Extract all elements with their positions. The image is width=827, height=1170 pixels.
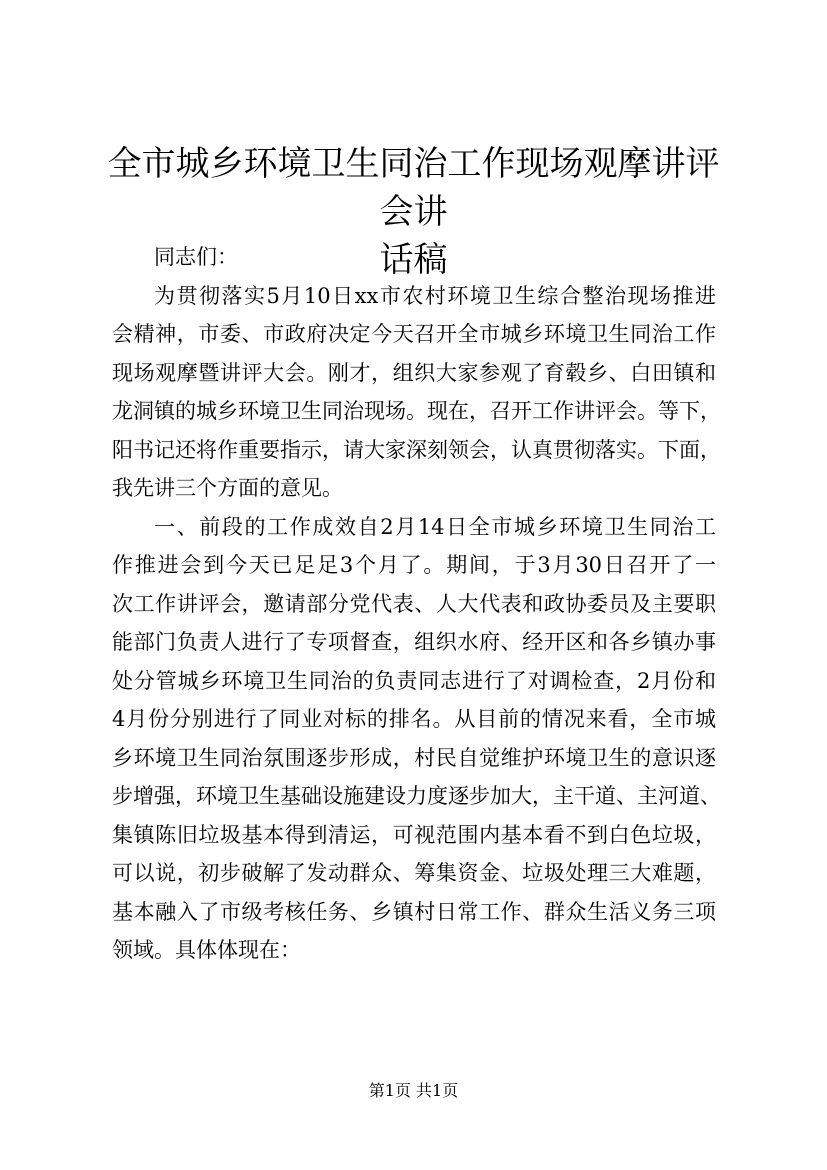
paragraph-line: 处分管城乡环境卫生同治的负责同志进行了对调检查，2月份和 <box>112 668 716 693</box>
paragraph-line: 可以说，初步破解了发动群众、筹集资金、垃圾处理三大难题， <box>112 861 716 885</box>
paragraph-line: 龙洞镇的城乡环境卫生同治现场。现在，召开工作讲评会。等下， <box>112 399 721 423</box>
title-line-2: 话稿 <box>379 240 448 280</box>
paragraph-2 <box>112 508 721 970</box>
paragraph-line: 4月份分别进行了同业对标的排名。从目前的情况来看，全市城 <box>112 707 716 731</box>
paragraph-line: 阳书记还将作重要指示，请大家深刻领会，认真贯彻落实。下面， <box>112 437 721 462</box>
paragraph-line: 次工作讲评会，邀请部分党代表、人大代表和政协委员及主要职 <box>112 591 716 616</box>
paragraph-line: 现场观摩暨讲评大会。刚才，组织大家参观了育毂乡、白田镇和 <box>112 360 716 385</box>
paragraph-line: 基本融入了市级考核任务、乡镇村日常工作、群众生活义务三项 <box>112 899 716 924</box>
paragraph-line: 为贯彻落实5月10日xx市农村环境卫生综合整治现场推进 <box>154 283 716 308</box>
title-line-1: 全市城乡环境卫生同治工作现场观摩讲评会讲 <box>107 144 720 232</box>
paragraph-line: 步增强，环境卫生基础设施建设力度逐步加大，主干道、主河道、 <box>112 784 721 808</box>
paragraph-line: 会精神，市委、市政府决定今天召开全市城乡环境卫生同治工作 <box>112 322 716 346</box>
paragraph-line: 乡环境卫生同治氛围逐步形成，村民自觉维护环境卫生的意识逐 <box>112 745 716 770</box>
salutation: 同志们： <box>154 245 238 269</box>
page-footer: 第1页 共1页 <box>368 1081 459 1100</box>
paragraph-line: 领域。具体体现在： <box>112 938 301 962</box>
document-body <box>112 238 721 970</box>
paragraph-line: 能部门负责人进行了专项督查，组织水府、经开区和各乡镇办事 <box>112 630 716 654</box>
paragraph-line: 作推进会到今天已足足3个月了。期间，于3月30日召开了一 <box>112 553 716 577</box>
paragraph-1 <box>112 277 721 508</box>
paragraph-line: 集镇陈旧垃圾基本得到清运，可视范围内基本看不到白色垃圾， <box>112 822 716 847</box>
paragraph-line: 我先讲三个方面的意见。 <box>112 476 343 500</box>
paragraph-line: 一、前段的工作成效自2月14日全市城乡环境卫生同治工 <box>154 514 716 539</box>
